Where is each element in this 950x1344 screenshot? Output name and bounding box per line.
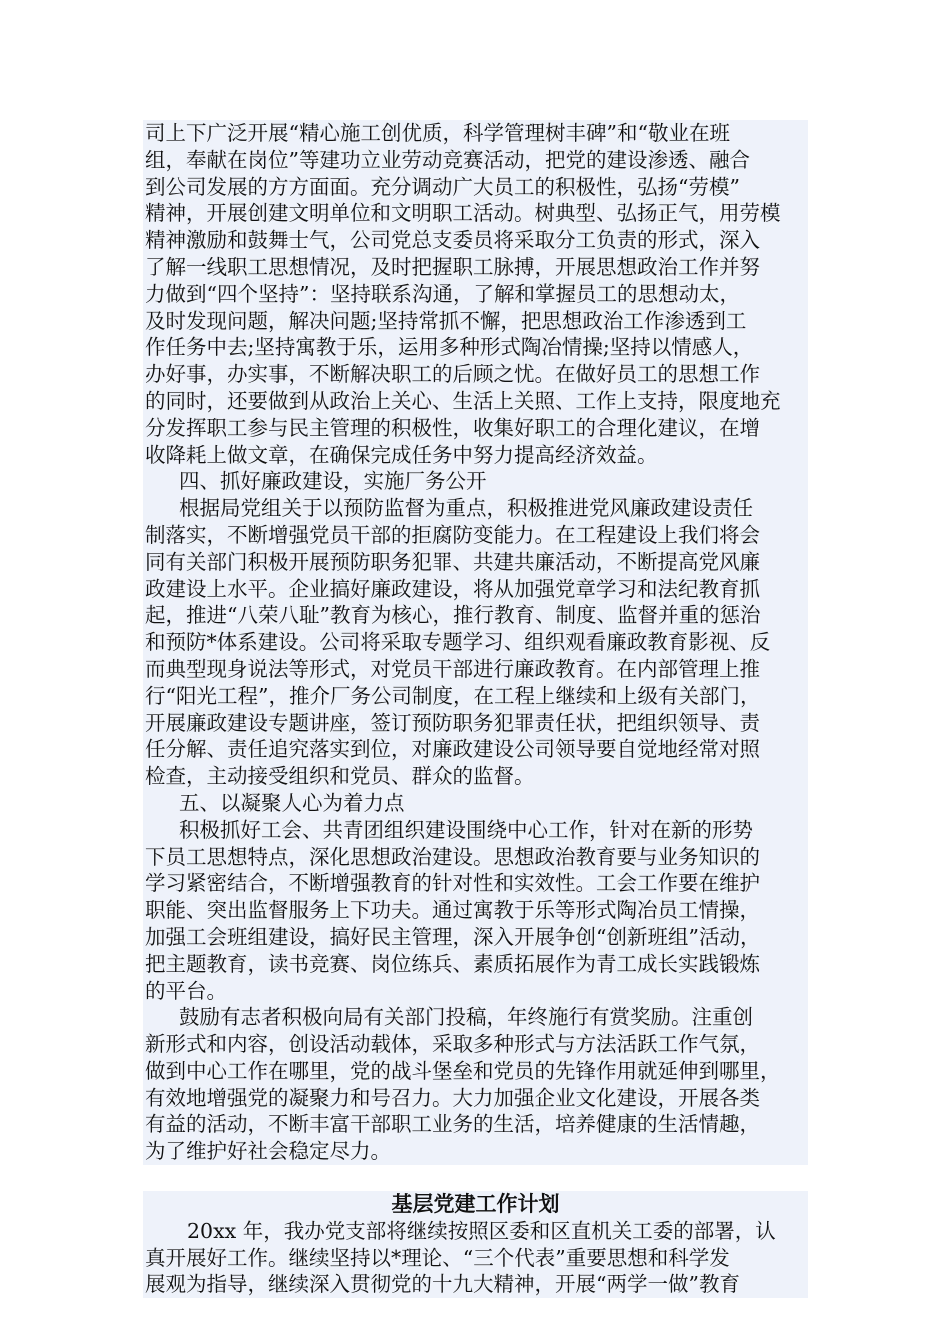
section-text-line: 20xx 年，我办党支部将继续按照区委和区直机关工委的部署，认 (143, 1218, 808, 1245)
text-line: 开展廉政建设专题讲座，签订预防职务犯罪责任状，把组织领导、责 (143, 710, 808, 737)
text-line: 有益的活动，不断丰富干部职工业务的生活，培养健康的生活情趣， (143, 1111, 808, 1138)
text-line: 下员工思想特点，深化思想政治建设。思想政治教育要与业务知识的 (143, 844, 808, 871)
text-line: 精神，开展创建文明单位和文明职工活动。树典型、弘扬正气，用劳模 (143, 200, 808, 227)
text-line: 根据局党组关于以预防监督为重点，积极推进党风廉政建设责任 (143, 495, 808, 522)
section-text-line: 真开展好工作。继续坚持以*理论、“三个代表”重要思想和科学发 (143, 1245, 808, 1272)
document-body (143, 120, 808, 1298)
section-gap (143, 1165, 808, 1191)
text-line: 收降耗上做文章，在确保完成任务中努力提高经济效益。 (143, 442, 808, 469)
text-line: 五、以凝聚人心为着力点 (143, 790, 808, 817)
text-line: 学习紧密结合，不断增强教育的针对性和实效性。工会工作要在维护 (143, 870, 808, 897)
text-line: 司上下广泛开展“精心施工创优质，科学管理树丰碑”和“敬业在班 (143, 120, 808, 147)
text-line: 同有关部门积极开展预防职务犯罪、共建共廉活动，不断提高党风廉 (143, 549, 808, 576)
text-line: 职能、突出监督服务上下功夫。通过寓教于乐等形式陶冶员工情操， (143, 897, 808, 924)
text-line: 行“阳光工程”，推介厂务公司制度，在工程上继续和上级有关部门， (143, 683, 808, 710)
text-line: 精神激励和鼓舞士气，公司党总支委员将采取分工负责的形式，深入 (143, 227, 808, 254)
text-line: 作任务中去;坚持寓教于乐，运用多种形式陶冶情操;坚持以情感人， (143, 334, 808, 361)
text-line: 到公司发展的方方面面。充分调动广大员工的积极性，弘扬“劳模” (143, 174, 808, 201)
text-line: 力做到“四个坚持”：坚持联系沟通，了解和掌握员工的思想动太， (143, 281, 808, 308)
text-line: 的同时，还要做到从政治上关心、生活上关照、工作上支持，限度地充 (143, 388, 808, 415)
text-line: 而典型现身说法等形式，对党员干部进行廉政教育。在内部管理上推 (143, 656, 808, 683)
text-line: 分发挥职工参与民主管理的积极性，收集好职工的合理化建议，在增 (143, 415, 808, 442)
text-line: 办好事，办实事，不断解决职工的后顾之忧。在做好员工的思想工作 (143, 361, 808, 388)
text-line: 检查，主动接受组织和党员、群众的监督。 (143, 763, 808, 790)
text-line: 为了维护好社会稳定尽力。 (143, 1138, 808, 1165)
text-line: 任分解、责任追究落实到位，对廉政建设公司领导要自觉地经常对照 (143, 736, 808, 763)
text-line: 制落实，不断增强党员干部的拒腐防变能力。在工程建设上我们将会 (143, 522, 808, 549)
text-line: 组，奉献在岗位”等建功立业劳动竞赛活动，把党的建设渗透、融合 (143, 147, 808, 174)
text-line: 及时发现问题，解决问题;坚持常抓不懈，把思想政治工作渗透到工 (143, 308, 808, 335)
text-line: 了解一线职工思想情况，及时把握职工脉搏，开展思想政治工作并努 (143, 254, 808, 281)
text-line: 和预防*体系建设。公司将采取专题学习、组织观看廉政教育影视、反 (143, 629, 808, 656)
text-line: 四、抓好廉政建设，实施厂务公开 (143, 468, 808, 495)
text-line: 有效地增强党的凝聚力和号召力。大力加强企业文化建设，开展各类 (143, 1085, 808, 1112)
text-line: 积极抓好工会、共青团组织建设围绕中心工作，针对在新的形势 (143, 817, 808, 844)
text-line: 把主题教育，读书竞赛、岗位练兵、素质拓展作为青工成长实践锻炼 (143, 951, 808, 978)
section-text-line: 展观为指导，继续深入贯彻党的十九大精神，开展“两学一做”教育 (143, 1271, 808, 1298)
text-line: 起，推进“八荣八耻”教育为核心，推行教育、制度、监督并重的惩治 (143, 602, 808, 629)
text-line: 鼓励有志者积极向局有关部门投稿，年终施行有赏奖励。注重创 (143, 1004, 808, 1031)
text-line: 政建设上水平。企业搞好廉政建设，将从加强党章学习和法纪教育抓 (143, 576, 808, 603)
text-line: 新形式和内容，创设活动载体，采取多种形式与方法活跃工作气氛， (143, 1031, 808, 1058)
text-line: 加强工会班组建设，搞好民主管理，深入开展争创“创新班组”活动， (143, 924, 808, 951)
text-line: 做到中心工作在哪里，党的战斗堡垒和党员的先锋作用就延伸到哪里， (143, 1058, 808, 1085)
text-line: 的平台。 (143, 978, 808, 1005)
section-title: 基层党建工作计划 (143, 1191, 808, 1218)
